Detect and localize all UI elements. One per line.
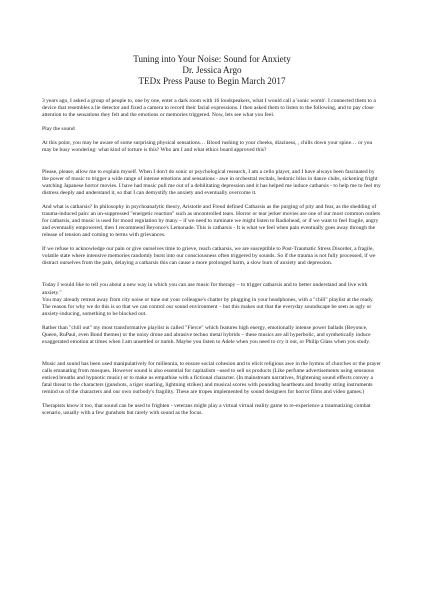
paragraph-catharsis: And what is catharsis? In philosophy in psychoanalytic theory, Aristotle and Freud defined Catharsis as the purging of pity and fear, as the shedding of trauma-induced pain: an un-suppressed "energetic reaction" such as uncontrolled tears. Horror or tear jerker movies are one of our most common outlets for catharsis, and music is used for mood regulation by many – if we need to ruminate we might listen to Radiohead, or if we want to feel fragile, angry and eventually empowered, then I recommend Beyonce's Lemonade. This is catharsis - It is what we feel when pain eventually goes away through the release of tension and coming to terms with grievances. xyxy=(42,204,381,239)
paragraph-sensations: At this point, you may be aware of some surprising physical sensations… Blood rushing to your cheeks, dizziness, , chills down your spine… or you may be busy wondering: what kind of torture is this? Who am I and what ethics board approved this? xyxy=(42,139,373,153)
paragraph-headphones: You may already retreat away from city noise or tune out your colleague's chatter by plugging in your headphones, with a "chill" playlist at the ready. The reason for why we do this is so that we can control our sound environment – but this makes out that the everyday soundscape be seen as ugly or anxiety-inducing, something to be blocked out. xyxy=(42,296,374,317)
paragraph-manipulation: Music and sound has been used manipulatively for millennia, to ensure social cohesion and to elicit religious awe in the hymns of churches or the prayer calls emanating from mosques. However sound is also essential for capitalism –used to sell us products (Like perfume advertisements using sensuous enticed breaths and hypnotic music) or to make us empathise with a fictional character. (In mainstream narratives, frightening sound effects convey a fatal threat to the characters (gunshots, a tiger snarling, lightning strikes) and musical scores with pounding heartbeats and breathy string instruments remind us of the characters and our own ourbody's fragility. These are tropes implemented by sound designers for horror films and video games.) xyxy=(42,360,381,396)
paragraph-explanation: Please, please, allow me to explain myself. When I don't do sonic or psychological research, I am a cello player, and I have always been fascinated by the power of music to trigger a wide range of intense emotions and sensations - awe in orchestral recitals, hedonic bliss in dance clubs, sickening fright watching Japanese horror movies. I have had music pull me out of a debilitating depression and it has helped me induce catharsis - to help me to feel my distress deeply and understand it, so that I can demystify the anxiety and eventually overcome it. xyxy=(42,168,381,197)
paragraph-ptsd: If we refuse to acknowledge our pain or give ourselves time to grieve, reach catharsis, we are susceptible to Post-Traumatic Stress Disorder, a fragile, volatile state where intensive memories randomly burst into our consciousness often triggered by sounds. So if the trauma is not fully processed, if we distract ourselves from the pain, delaying a catharsis this can cause a more prolonged harm, a slow burn of anxiety and depression. xyxy=(42,246,376,267)
paragraph-fierce-playlist: Rather than "chill out" my most transformative playlist is called "Fierce" which features high energy, emotionally intense power ballads (Beyonce, Queen, RuPaul, even Bond themes) or the noisy drone and abrasive techno metal hybrids – these musics are all hyperbolic, and synthetically induce exaggerated emotion at times when I am unsettled or numb. Maybe you listen to Adele when you need to cry it out, or Philip Glass when you study. xyxy=(42,324,371,345)
event-line: TEDx Press Pause to Begin March 2017 xyxy=(138,76,286,87)
title-block xyxy=(42,54,382,88)
paragraph-today: Today I would like to tell you about a new way in which you can use music for therapy – to trigger catharsis and to better understand and live with anxiety." xyxy=(42,282,368,296)
author-name: Dr. Jessica Argo xyxy=(182,65,242,76)
paragraph-therapists: Therapists know it too, that sound can be used to frighten - veterans might play a virtual virtual reality game to re-experience a traumatizing combat scenario, usually with a few gunshots but rarely with sound as the focus. xyxy=(42,403,371,417)
paragraph-intro: 3 years ago, I asked a group of people to, one by one, enter a dark room with 16 loudspeakers, what I would call a 'sonic womb'. I connected them to a device that resembles a lie detector and fixed a camera to record their facial expressions. I then asked them to listen to the following, and to pay close attention to the sensations they felt and the emotions or memories triggered. Now, lets see what you feel. xyxy=(42,97,376,118)
document-title: Tuning into Your Noise: Sound for Anxiety xyxy=(133,54,291,64)
paragraph-play-sound: Play the sound xyxy=(42,125,75,132)
